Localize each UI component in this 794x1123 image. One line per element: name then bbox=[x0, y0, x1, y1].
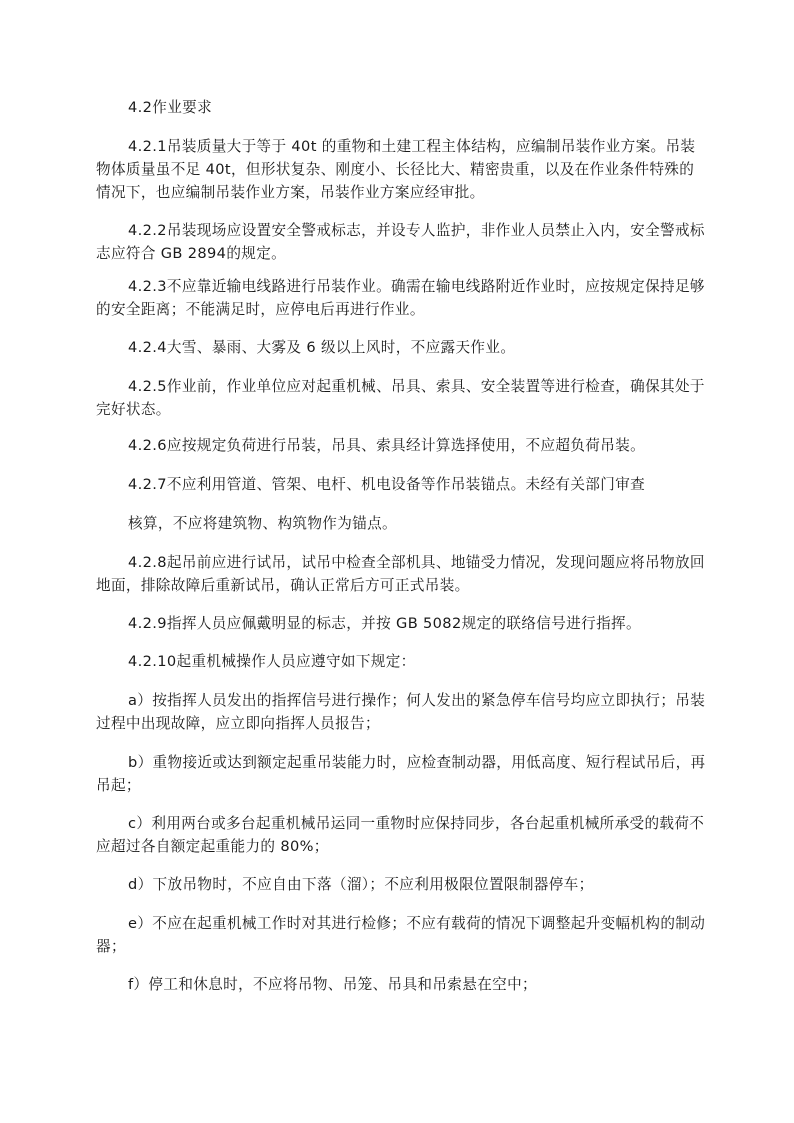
list-item-c: c）利用两台或多台起重机械吊运同一重物时应保持同步，各台起重机械所承受的载荷不应超过各自额定起重能力的 80%； bbox=[96, 815, 705, 855]
list-item-e: e）不应在起重机械工作时对其进行检修；不应有载荷的情况下调整起升变幅机构的制动器； bbox=[96, 915, 706, 955]
paragraph-4-2-3: 4.2.3不应靠近输电线路进行吊装作业。确需在输电线路附近作业时，应按规定保持足够的安全距离；不能满足时，应停电后再进行作业。 bbox=[96, 278, 705, 318]
paragraph-4-2-7: 4.2.7不应利用管道、管架、电杆、机电设备等作吊装锚点。未经有关部门审查 bbox=[128, 476, 646, 493]
list-item-b: b）重物接近或达到额定起重吊装能力时，应检查制动器，用低高度、短行程试吊后，再吊起； bbox=[96, 754, 706, 794]
paragraph-4-2-10: 4.2.10起重机械操作人员应遵守如下规定： bbox=[128, 653, 416, 670]
list-item-a: a）按指挥人员发出的指挥信号进行操作；何人发出的紧急停车信号均应立即执行；吊装过程中出现故障，应立即向指挥人员报告； bbox=[96, 692, 706, 732]
paragraph-4-2-5: 4.2.5作业前，作业单位应对起重机械、吊具、索具、安全装置等进行检查，确保其处于完好状态。 bbox=[96, 378, 705, 418]
paragraph-4-2-2: 4.2.2吊装现场应设置安全警戒标志，并设专人监护，非作业人员禁止入内，安全警戒标志应符合 GB 2894的规定。 bbox=[96, 222, 705, 262]
list-item-f: f）停工和休息时，不应将吊物、吊笼、吊具和吊索悬在空中； bbox=[128, 976, 537, 993]
paragraph-4-2-7-continued: 核算，不应将建筑物、构筑物作为锚点。 bbox=[128, 515, 397, 532]
paragraph-4-2-9: 4.2.9指挥人员应佩戴明显的标志，并按 GB 5082规定的联络信号进行指挥。 bbox=[128, 615, 641, 632]
paragraph-4-2-8: 4.2.8起吊前应进行试吊，试吊中检查全部机具、地锚受力情况，发现问题应将吊物放回地面，排除故障后重新试吊，确认正常后方可正式吊装。 bbox=[96, 554, 705, 594]
list-item-d: d）下放吊物时，不应自由下落（溜）；不应利用极限位置限制器停车； bbox=[128, 876, 594, 893]
paragraph-4-2-4: 4.2.4大雪、暴雨、大雾及 6 级以上风时，不应露天作业。 bbox=[128, 339, 516, 356]
paragraph-4-2-6: 4.2.6应按规定负荷进行吊装，吊具、索具经计算选择使用，不应超负荷吊装。 bbox=[128, 437, 646, 454]
paragraph-4-2-1: 4.2.1吊装质量大于等于 40t 的重物和土建工程主体结构，应编制吊装作业方案。吊装物体质量虽不足 40t，但形状复杂、刚度小、长径比大、精密贵重，以及在作业条件特殊的情况下，也应编制吊装作业方案，吊装作业方案应经审批。 bbox=[96, 138, 696, 201]
section-heading: 4.2作业要求 bbox=[128, 99, 213, 116]
